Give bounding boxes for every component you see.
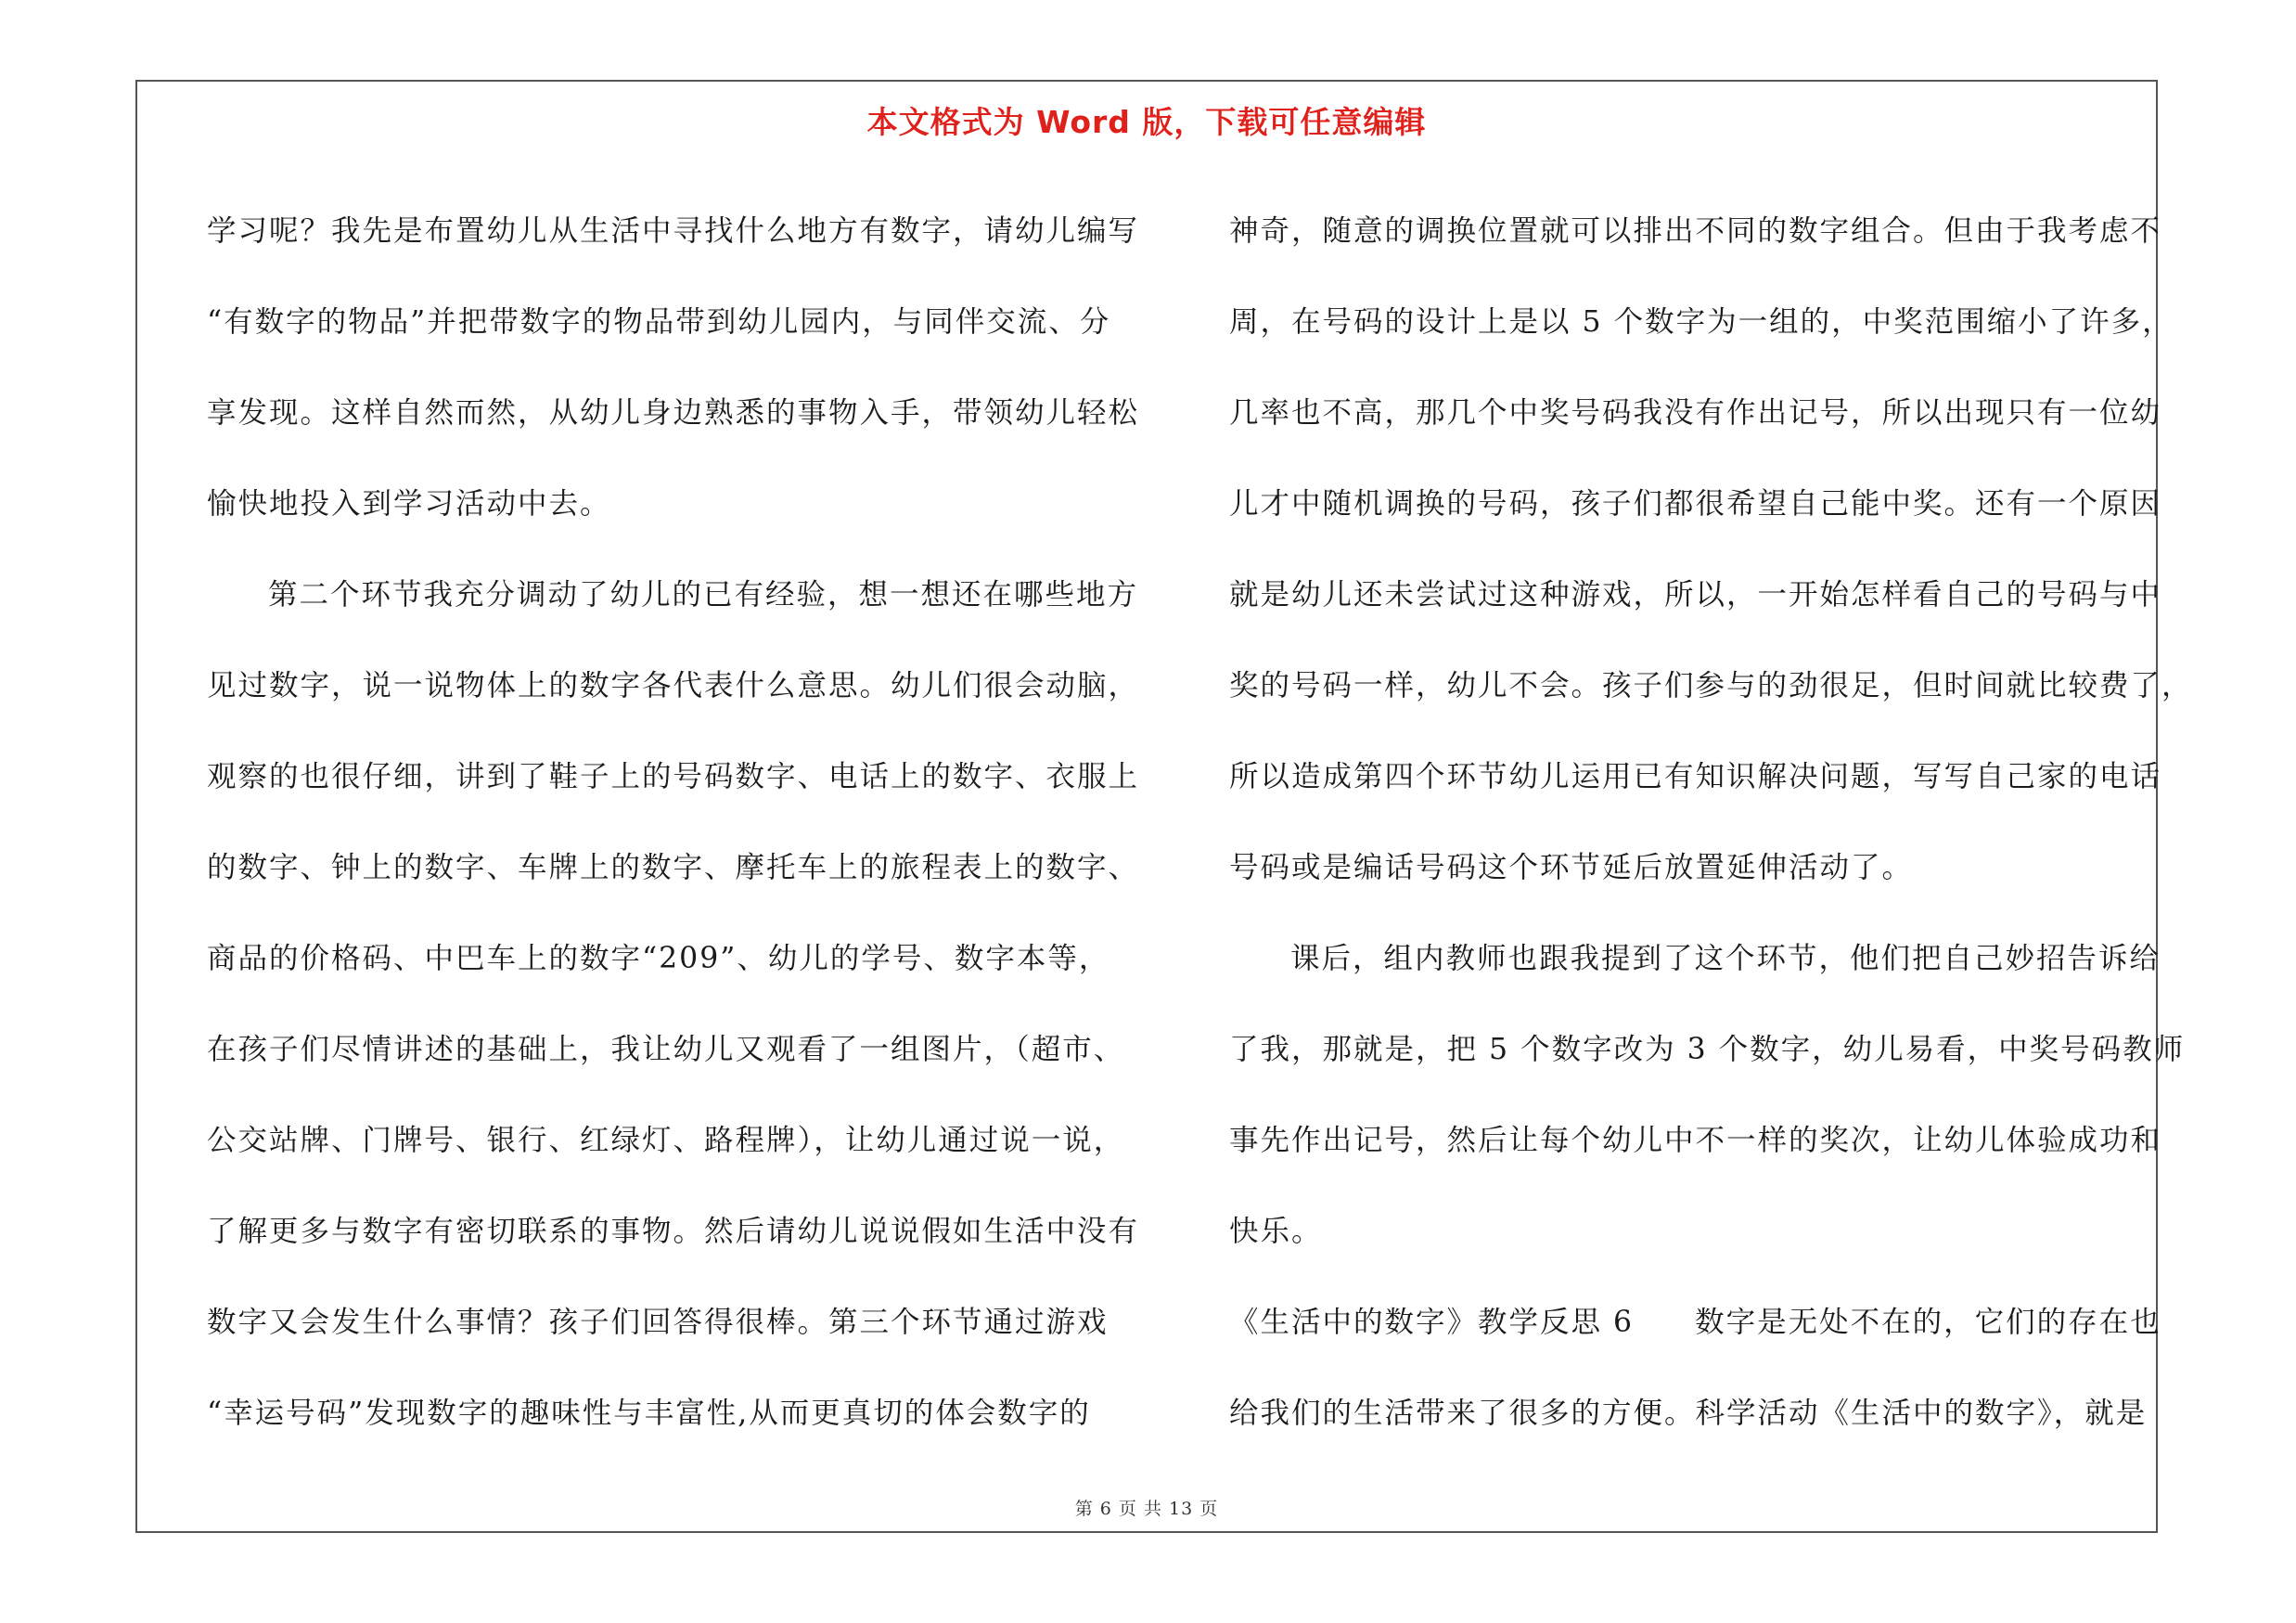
text-line: 见过数字，说一说物体上的数字各代表什么意思。幼儿们很会动脑， xyxy=(207,669,1140,702)
text-line: “有数字的物品”并把带数字的物品带到幼儿园内，与同伴交流、分 xyxy=(207,305,1111,339)
text-line: 的数字、钟上的数字、车牌上的数字、摩托车上的旅程表上的数字、 xyxy=(207,851,1140,884)
text-line: 给我们的生活带来了很多的方便。科学活动《生活中的数字》，就是 xyxy=(1229,1397,2148,1430)
text-line: 了我，那就是，把 5 个数字改为 3 个数字，幼儿易看，中奖号码教师 xyxy=(1229,1033,2186,1066)
text-line: 享发现。这样自然而然，从幼儿身边熟悉的事物入手，带领幼儿轻松 xyxy=(207,396,1140,430)
right-column xyxy=(1229,186,2193,1459)
text-line: 奖的号码一样，幼儿不会。孩子们参与的劲很足，但时间就比较费了， xyxy=(1229,669,2193,702)
text-line: 号码或是编话号码这个环节延后放置延伸活动了。 xyxy=(1229,851,1914,884)
text-line: 学习呢？我先是布置幼儿从生活中寻找什么地方有数字，请幼儿编写 xyxy=(207,214,1140,248)
text-line: 第二个环节我充分调动了幼儿的已有经验，想一想还在哪些地方 xyxy=(268,578,1139,612)
text-line: 几率也不高，那几个中奖号码我没有作出记号，所以出现只有一位幼 xyxy=(1229,396,2162,430)
text-line: 儿才中随机调换的号码，孩子们都很希望自己能中奖。还有一个原因 xyxy=(1229,487,2162,521)
text-line: 公交站牌、门牌号、银行、红绿灯、路程牌），让幼儿通过说一说， xyxy=(207,1124,1125,1157)
text-line: 数字又会发生什么事情？孩子们回答得很棒。第三个环节通过游戏 xyxy=(207,1306,1109,1339)
text-line: 所以造成第四个环节幼儿运用已有知识解决问题，写写自己家的电话 xyxy=(1229,760,2162,793)
text-line: 就是幼儿还未尝试过这种游戏，所以，一开始怎样看自己的号码与中 xyxy=(1229,578,2162,612)
text-line: 了解更多与数字有密切联系的事物。然后请幼儿说说假如生活中没有 xyxy=(207,1215,1140,1248)
section-heading-continuation: 数字是无处不在的，它们的存在也 xyxy=(1695,1306,2161,1339)
section-heading: 《生活中的数字》教学反思 6 xyxy=(1229,1306,1635,1339)
text-line: 快乐。 xyxy=(1229,1215,1323,1248)
text-line: 周，在号码的设计上是以 5 个数字为一组的，中奖范围缩小了许多， xyxy=(1229,305,2174,339)
page-frame xyxy=(135,80,2193,1533)
text-line: 课后，组内教师也跟我提到了这个环节，他们把自己妙招告诉给 xyxy=(1290,942,2161,975)
header-banner: 本文格式为 Word 版，下载可任意编辑 xyxy=(866,104,1427,140)
section-heading-line xyxy=(1229,1277,2168,1368)
page-number: 第 6 页 共 13 页 xyxy=(1074,1499,1219,1519)
text-line: 愉快地投入到学习活动中去。 xyxy=(207,487,611,521)
text-line: 商品的价格码、中巴车上的数字“209”、幼儿的学号、数字本等， xyxy=(207,942,1110,975)
text-line: 在孩子们尽情讲述的基础上，我让幼儿又观看了一组图片，（超市、 xyxy=(207,1033,1125,1066)
text-line: 观察的也很仔细，讲到了鞋子上的号码数字、电话上的数字、衣服上 xyxy=(207,760,1140,793)
text-line: 事先作出记号，然后让每个幼儿中不一样的奖次，让幼儿体验成功和 xyxy=(1229,1124,2162,1157)
text-line: 神奇，随意的调换位置就可以排出不同的数字组合。但由于我考虑不 xyxy=(1229,214,2162,248)
left-column xyxy=(207,186,1144,1459)
text-line: “幸运号码”发现数字的趣味性与丰富性,从而更真切的体会数字的 xyxy=(207,1397,1091,1430)
